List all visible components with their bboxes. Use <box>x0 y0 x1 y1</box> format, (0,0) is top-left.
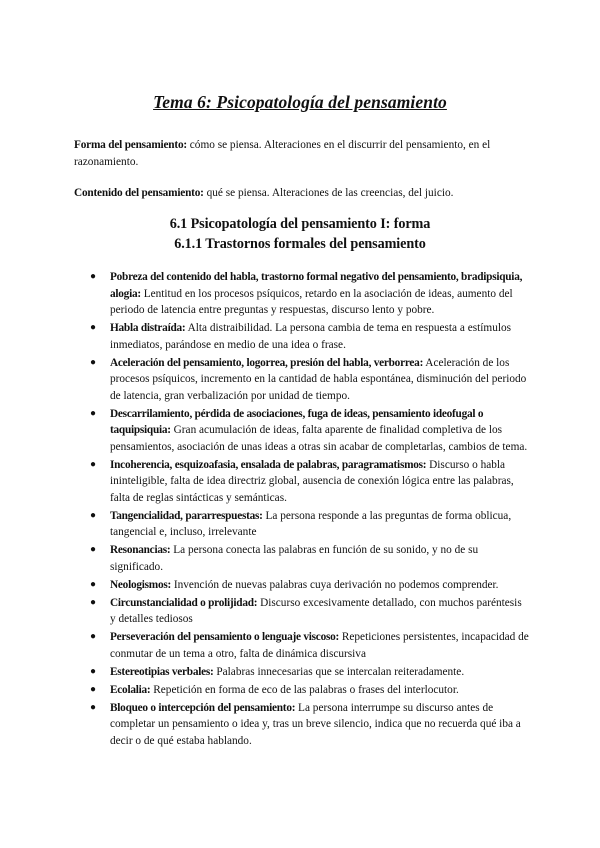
item-term: Ecolalia: <box>110 683 151 696</box>
bullet-icon: ● <box>90 701 97 713</box>
forma-term: Forma del pensamiento: <box>74 139 187 151</box>
item-text: Invención de nuevas palabras cuya derivación no podemos comprender. <box>171 578 499 591</box>
item-term: Resonancias: <box>110 544 171 556</box>
list-item <box>90 700 530 750</box>
disorders-list <box>90 269 530 751</box>
list-item <box>90 542 530 575</box>
forma-definition <box>74 137 532 170</box>
item-text: La persona conecta las palabras en función de su sonido, y no de su significado. <box>110 544 479 573</box>
bullet-icon: ● <box>90 596 97 608</box>
document-title: Tema 6: Psicopatología del pensamiento <box>153 92 447 112</box>
list-item <box>90 595 530 628</box>
item-term: Neologismos: <box>110 578 172 591</box>
list-item <box>90 320 530 353</box>
bullet-icon: ● <box>90 509 97 521</box>
list-item <box>90 577 530 594</box>
list-item <box>90 406 530 456</box>
contenido-text: qué se piensa. Alteraciones de las creencias, del juicio. <box>203 187 454 199</box>
item-term: Pobreza del contenido del habla, trastorno formal negativo del pensamiento, bradipsiquia, alogia: <box>110 271 523 300</box>
list-item <box>90 629 530 662</box>
forma-text: cómo se piensa. Alteraciones en el discurrir del pensamiento, en el razonamiento. <box>74 139 491 168</box>
subsection-heading: 6.1.1 Trastornos formales del pensamiento <box>174 236 426 252</box>
bullet-icon: ● <box>90 271 97 282</box>
item-text: Discurso excesivamente detallado, con muchos paréntesis y detalles tediosos <box>110 596 522 625</box>
bullet-icon: ● <box>90 407 97 419</box>
item-text: Discurso o habla ininteligible, falta de idea directriz global, ausencia de conexión lógica entre las palabras, falta de reglas sintácticas y semánticas. <box>110 458 514 504</box>
contenido-term: Contenido del pensamiento: <box>74 187 204 199</box>
list-item <box>90 664 530 681</box>
item-term: Habla distraída: <box>110 322 186 334</box>
item-term: Incoherencia, esquizoafasia, ensalada de palabras, paragramatismos: <box>110 458 427 471</box>
bullet-icon: ● <box>90 683 97 695</box>
item-text: Repetición en forma de eco de las palabras o frases del interlocutor. <box>150 683 459 696</box>
contenido-definition <box>74 185 532 202</box>
item-term: Circunstancialidad o prolijidad: <box>110 596 258 609</box>
bullet-icon: ● <box>90 665 97 677</box>
bullet-icon: ● <box>90 544 97 555</box>
bullet-icon: ● <box>90 458 97 470</box>
item-text: Gran acumulación de ideas, falta aparente de finalidad completiva de los pensamientos, asociación de unas ideas a otras sin acabar de completarlas, cambios de tema. <box>110 424 528 453</box>
list-item <box>90 355 530 405</box>
list-item <box>90 508 530 541</box>
item-term: Bloqueo o intercepción del pensamiento: <box>110 701 296 714</box>
bullet-icon: ● <box>90 322 97 333</box>
list-item <box>90 682 530 699</box>
section-heading: 6.1 Psicopatología del pensamiento I: forma <box>169 216 431 232</box>
item-text: La persona responde a las preguntas de forma oblicua, tangencial e, incluso, irrelevante <box>110 509 512 538</box>
item-text: Alta distraibilidad. La persona cambia de tema en respuesta a estímulos inmediatos, parándose en medio de una idea o frase. <box>110 322 512 351</box>
item-term: Tangencialidad, pararrespuestas: <box>110 509 263 522</box>
item-text: Lentitud en los procesos psíquicos, retardo en la asociación de ideas, aumento del periodo de latencia entre preguntas y respuestas, discurso lento y pobre. <box>110 287 513 316</box>
bullet-icon: ● <box>90 631 97 642</box>
bullet-icon: ● <box>90 578 97 590</box>
list-item <box>90 457 530 507</box>
item-text: Aceleración de los procesos psíquicos, incremento en la cantidad de habla espontánea, disminución del periodo de latencia, gran verbalización por unidad de tiempo. <box>110 356 527 402</box>
bullet-icon: ● <box>90 356 97 368</box>
list-item <box>90 269 530 319</box>
item-text: Palabras innecesarias que se intercalan reiteradamente. <box>213 665 465 678</box>
item-term: Descarrilamiento, pérdida de asociaciones, fuga de ideas, pensamiento ideofugal o taquipsiquia: <box>110 407 484 436</box>
item-term: Estereotipias verbales: <box>110 665 214 678</box>
item-text: Repeticiones persistentes, incapacidad de conmutar de un tema a otro, falta de dinámica discursiva <box>110 631 529 660</box>
item-text: La persona interrumpe su discurso antes de completar un pensamiento o idea y, tras un breve silencio, indica que no recuerda qué iba a decir o de qué estaba hablando. <box>110 701 521 747</box>
item-term: Aceleración del pensamiento, logorrea, presión del habla, verborrea: <box>110 356 424 369</box>
item-term: Perseveración del pensamiento o lenguaje viscoso: <box>110 631 340 643</box>
